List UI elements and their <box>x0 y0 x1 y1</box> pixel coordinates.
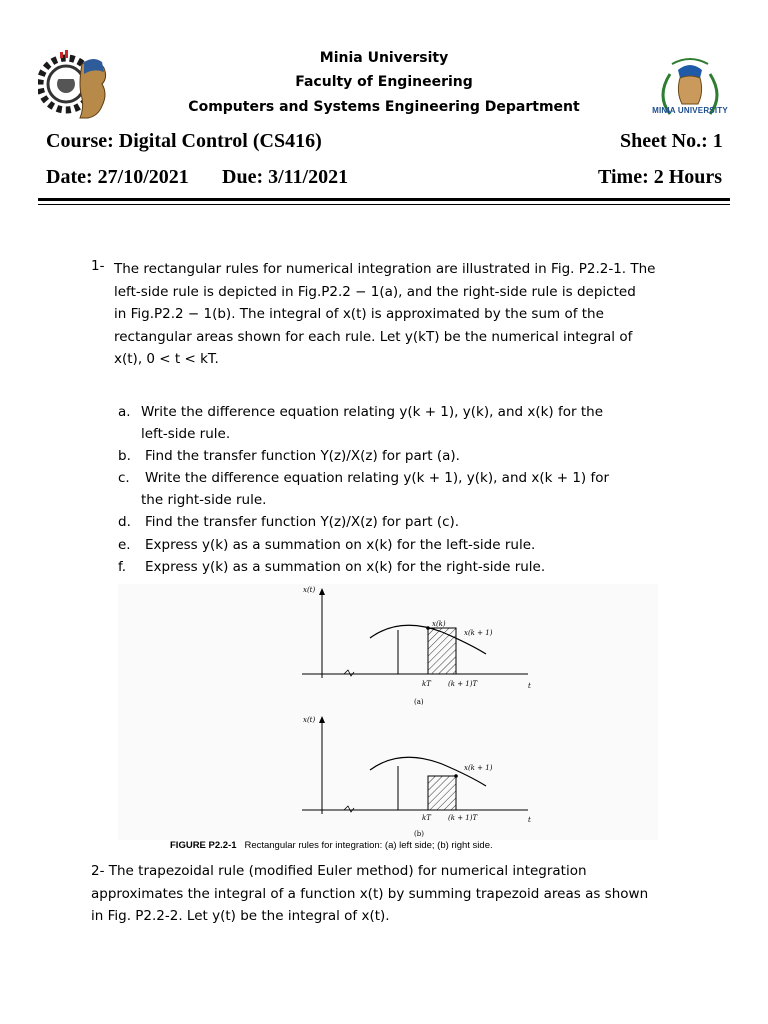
sheet-number: Sheet No.: 1 <box>620 130 723 152</box>
course-title: Course: Digital Control (CS416) <box>46 130 322 152</box>
fig-a-sub: (a) <box>414 698 424 706</box>
fig-b-t: t <box>528 816 531 824</box>
part-a-text: Write the difference equation relating y(k + 1), y(k), and x(k) for the <box>141 404 603 420</box>
part-f-text: Express y(k) as a summation on x(k) for the right-side rule. <box>145 559 546 575</box>
issue-date: Date: 27/10/2021 <box>46 166 189 188</box>
rect-area-b <box>428 776 456 810</box>
part-a-text-cont: left-side rule. <box>141 426 231 442</box>
fig-a-t2: (k + 1)T <box>448 680 478 688</box>
part-b-letter: b. <box>118 448 131 464</box>
part-c-text: Write the difference equation relating y(k + 1), y(k), and x(k + 1) for <box>145 470 610 486</box>
part-c-text-cont: the right-side rule. <box>141 492 267 508</box>
question-2-line: in Fig. P2.2-2. Let y(t) be the integral of x(t). <box>91 908 390 924</box>
question-2-text <box>91 860 680 928</box>
figure-p2-2-1 <box>118 584 658 840</box>
part-c-letter: c. <box>118 470 130 486</box>
fig-b-pt2: x(k + 1) <box>464 764 493 772</box>
part-e-text: Express y(k) as a summation on x(k) for the left-side rule. <box>145 537 536 553</box>
header-rule-thin <box>38 204 730 205</box>
due-date: Due: 3/11/2021 <box>222 166 349 188</box>
part-b-text: Find the transfer function Y(z)/X(z) for part (a). <box>145 448 460 464</box>
fig-a-pt1: x(k) <box>432 620 446 628</box>
fig-a-ylabel: x(t) <box>303 586 316 594</box>
question-1-text <box>114 258 680 371</box>
header-rule-thick <box>38 198 730 201</box>
question-2-line: 2- The trapezoidal rule (modified Euler method) for numerical integration <box>91 863 587 879</box>
fig-b-t1: kT <box>422 814 431 822</box>
question-2-line: approximates the integral of a function x(t) by summing trapezoid areas as shown <box>91 885 649 902</box>
fig-b-sub: (b) <box>414 830 424 838</box>
fig-a-pt2: x(k + 1) <box>464 629 493 637</box>
university-name: Minia University <box>319 50 449 66</box>
university-logo-caption: MINIA UNIVERSITY <box>652 106 728 115</box>
part-e-letter: e. <box>118 537 131 553</box>
question-1-line: rectangular areas shown for each rule. Let y(kT) be the numerical integral of <box>114 328 633 345</box>
fig-a-t1: kT <box>422 680 431 688</box>
part-d-text: Find the transfer function Y(z)/X(z) for part (c). <box>145 514 460 530</box>
exam-time: Time: 2 Hours <box>598 166 723 188</box>
department-name: Computers and Systems Engineering Department <box>188 99 580 115</box>
question-1-line: left-side rule is depicted in Fig.P2.2 − 1(a), and the right-side rule is depicted <box>114 283 636 300</box>
fig-b-ylabel: x(t) <box>303 716 316 724</box>
faculty-name: Faculty of Engineering <box>295 74 473 90</box>
question-1-line: The rectangular rules for numerical integration are illustrated in Fig. P2.2-1. The <box>114 261 656 277</box>
rect-area-a <box>428 628 456 674</box>
question-1-number: 1- <box>91 258 105 274</box>
part-d-letter: d. <box>118 514 131 530</box>
part-a-letter: a. <box>118 404 131 420</box>
fig-a-t: t <box>528 682 531 690</box>
figure-caption-label: FIGURE P2.2-1 <box>170 840 237 851</box>
part-f-letter: f. <box>118 559 127 575</box>
figure-caption <box>170 840 493 851</box>
question-1-line: x(t), 0 < t < kT. <box>114 351 219 367</box>
figure-diagram <box>118 584 658 840</box>
fig-b-t2: (k + 1)T <box>448 814 478 822</box>
figure-caption-text: Rectangular rules for integration: (a) left side; (b) right side. <box>244 840 493 851</box>
question-1-line: in Fig.P2.2 − 1(b). The integral of x(t) is approximated by the sum of the <box>114 306 604 322</box>
